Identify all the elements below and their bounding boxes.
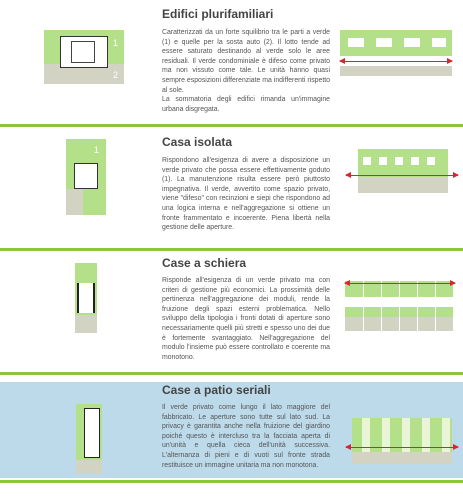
- aggregation-diagram: [358, 149, 448, 193]
- section-description: Rispondono all'esigenza di avere a disposizione un verde privato che possa essere effettivamente goduto (1). La manutenzione risulta essere però piuttosto impegnativa. Il verde, avvertito come spazio privato, viene "difeso" con recinzioni e siepi che rispondono ad una logica interna e nell'aggregazione si ottiene un fronte frammentato e incoerente. Piena libertà nella gestione delle aperture.: [162, 157, 330, 232]
- section-case-a-schiera: [0, 251, 463, 372]
- area-label: 1: [113, 38, 119, 48]
- double-arrow-icon: [340, 61, 452, 62]
- aggregation-diagram: [340, 30, 452, 56]
- section-description: Caratterizzati da un forte squilibrio tra le parti a verde (1) e quelle per la sosta auto (2). Il lotto tende ad essere saturato destinando al verde solo le aree residuali. Il verde condominiale è difeso come privato ma non vissuto come tale. Le unità hanno quasi sempre esposizioni differenziate ma indifferenti rispetto al sole. La sommatoria degli edifici rimanda un'immagine urbana disgregata.: [162, 29, 330, 113]
- double-arrow-icon: [346, 175, 458, 176]
- section-description: Il verde privato come lungo il lato maggiore del fabbricato. Le aperture sono tutte sul lato sud. La privacy è garantita anche nella fruizione del giardino poiché questo è intercluso tra la facciata aperta di un'unità e quella cieca dell'unità successiva. L'alternanza di pieni e di vuoti sul fronte strada restituisce un immagine unitaria ma non monotona.: [162, 404, 330, 469]
- section-description: Risponde all'esigenza di un verde privato ma con criteri di gestione più economici. La prossimità delle pertinenza nell'aggregazione dei moduli, rende la fruizione degli spazi esterni problematica. Nello sviluppo della tipologia i fronti dotati di aperture sono necessariamente quelli più stretti e spesso uno dei due è fortemente svantaggiato. Nell'aggregazione del modulo l'insieme può essere controllato e coerente ma monotono.: [162, 277, 330, 361]
- section-title: Casa isolata: [162, 135, 233, 149]
- floor-plan-diagram: [75, 263, 97, 333]
- area-label: 1: [94, 145, 100, 155]
- area-label: 2: [113, 70, 119, 80]
- section-edifici-plurifamiliari: [0, 0, 463, 124]
- floor-plan-diagram: [44, 30, 124, 84]
- section-casa-isolata: [0, 127, 463, 248]
- aggregation-diagram: [352, 418, 452, 464]
- double-arrow-icon: [346, 447, 458, 448]
- double-arrow-icon: [345, 283, 455, 284]
- section-title: Edifici plurifamiliari: [162, 7, 274, 21]
- section-title: Case a patio seriali: [162, 383, 271, 397]
- section-separator: [0, 480, 463, 483]
- aggregation-diagram: [345, 281, 453, 331]
- section-separator: [0, 372, 463, 375]
- section-title: Case a schiera: [162, 256, 247, 270]
- floor-plan-diagram: [76, 404, 102, 474]
- parking-strip: [340, 66, 452, 76]
- floor-plan-diagram: [66, 139, 106, 215]
- section-case-a-patio-seriali: [0, 382, 463, 478]
